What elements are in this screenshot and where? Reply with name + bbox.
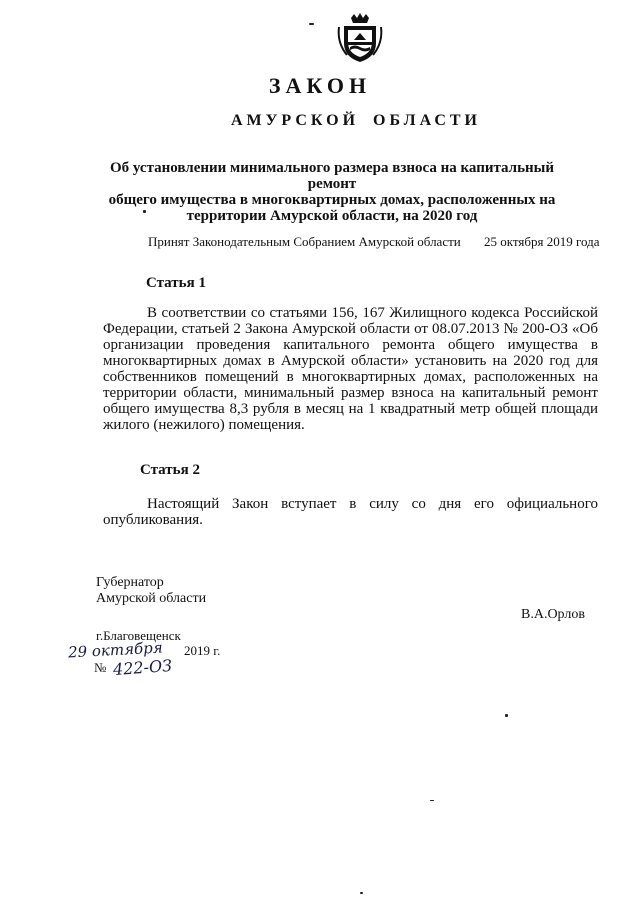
article-1-line: общего имущества 8,3 рубля в месяц на 1 квадратный метр общей площади [103,401,598,417]
scan-speck [309,23,314,25]
region-heading: АМУРСКОЙ ОБЛАСТИ [231,112,481,129]
article-1-line: собственников помещений в многоквартирных домах, расположенных на [103,369,598,385]
signing-date [67,638,228,662]
article-1-line: многоквартирных домах в Амурской области» установить на 2020 год для [103,353,598,369]
article-1-line: организации проведения капитального ремонта общего имущества в [103,337,598,353]
article-1-line: территории области, минимальный размер взноса на капитальный ремонт [103,385,598,401]
article-1-line: Федерации, статьей 2 Закона Амурской области от 08.07.2013 № 200-ОЗ «Об [103,321,598,337]
scan-speck [143,210,146,213]
article-1-line: жилого (нежилого) помещения. [103,417,305,433]
signatory-name: В.А.Орлов [521,607,585,622]
law-title-line: общего имущества в многоквартирных домах, расположенных на [108,192,556,208]
signing-place: г.Благовещенск [96,628,181,643]
coat-of-arms-icon [337,13,383,63]
law-title-line: территории Амурской области, на 2020 год [186,208,478,224]
article-1-line: В соответствии со статьями 156, 167 Жилищного кодекса Российской [147,305,598,321]
article-2-line: опубликования. [103,512,203,528]
printed-year: 2019 г. [184,643,221,658]
signatory-position: Губернатор [96,575,164,590]
article-2-heading: Статья 2 [140,462,200,478]
scan-speck [360,892,363,894]
signatory-region: Амурской области [96,591,207,606]
number-prefix: № [94,660,107,675]
article-2-line: Настоящий Закон вступает в силу со дня его официального [147,496,598,512]
article-2-text [103,496,598,528]
adoption-line [148,234,600,250]
law-title-line: Об установлении минимального размера взноса на капитальный ремонт [109,160,555,192]
article-1-text [103,305,598,433]
adoption-date: 25 октября 2019 года [484,234,600,249]
document-type-heading: ЗАКОН [268,73,372,98]
handwritten-number: 422-ОЗ [112,655,173,680]
law-number [94,655,214,680]
article-1-heading: Статья 1 [146,275,206,291]
law-title [96,160,568,224]
scan-speck [430,800,434,801]
adoption-text: Принят Законодательным Собранием Амурской области [148,234,461,249]
scan-speck [505,714,508,717]
handwritten-date: 29 октября [67,638,164,662]
